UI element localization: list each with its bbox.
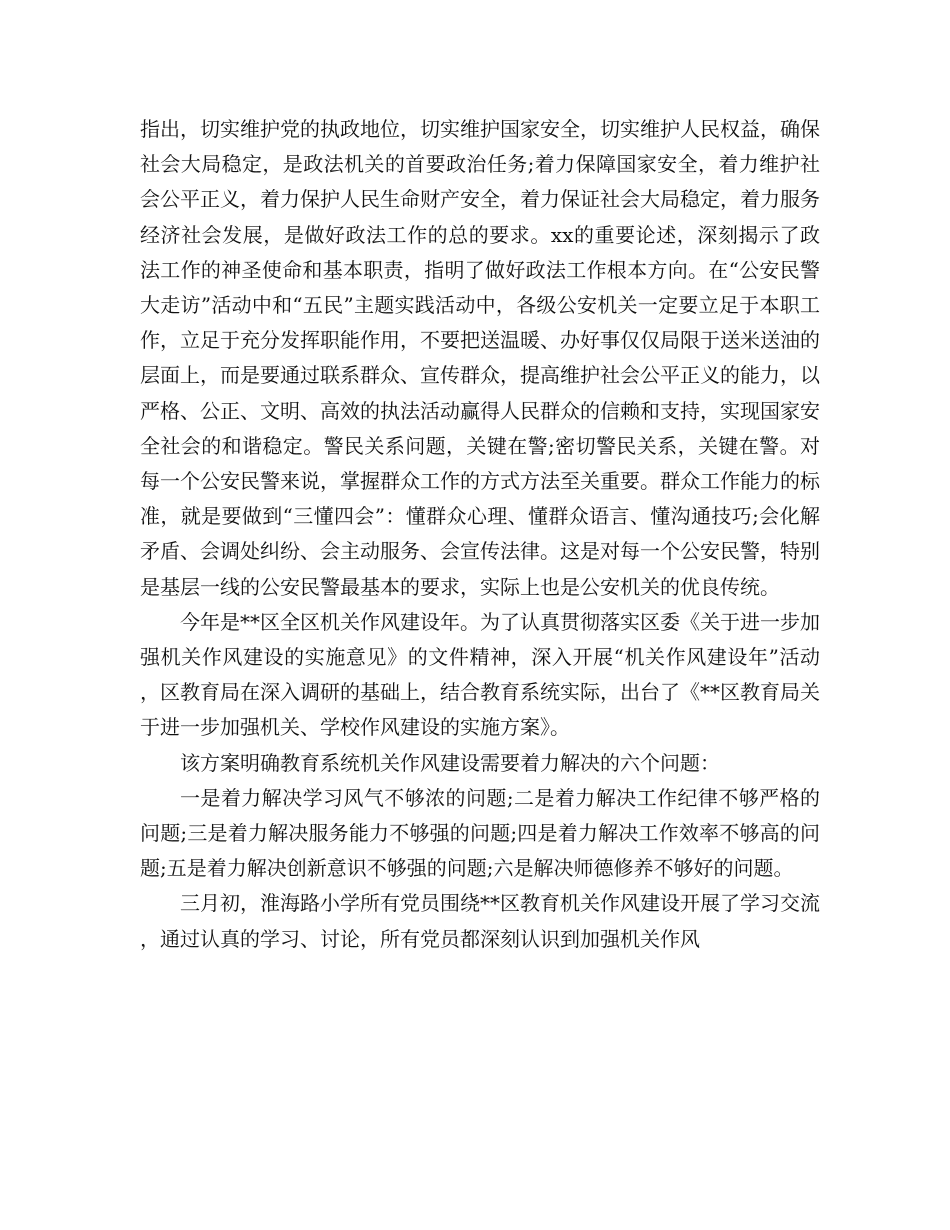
paragraph-5: 三月初，淮海路小学所有党员围绕**区教育机关作风建设开展了学习交流，通过认真的学习、讨论，所有党员都深刻认识到加强机关作风 <box>140 891 820 951</box>
paragraph-2: 今年是**区全区机关作风建设年。为了认真贯彻落实区委《关于进一步加强机关作风建设的实施意见》的文件精神，深入开展“机关作风建设年”活动，区教育局在深入调研的基础上，结合教育系统实际，出台了《**区教育局关于进一步加强机关、学校作风建设的实施方案》。 <box>140 609 820 740</box>
paragraph-4: 一是着力解决学习风气不够浓的问题;二是着力解决工作纪律不够严格的问题;三是着力解决服务能力不够强的问题;四是着力解决工作效率不够高的问题;五是着力解决创新意识不够强的问题;六是解决师德修养不够好的问题。 <box>140 785 820 881</box>
paragraph-3: 该方案明确教育系统机关作风建设需要着力解决的六个问题： <box>180 750 720 775</box>
paragraph-1: 指出，切实维护党的执政地位，切实维护国家安全，切实维护人民权益，确保社会大局稳定，是政法机关的首要政治任务;着力保障国家安全，着力维护社会公平正义，着力保护人民生命财产安全，着力保证社会大局稳定，着力服务经济社会发展，是做好政法工作的总的要求。xx的重要论述，深刻揭示了政法工作的神圣使命和基本职责，指明了做好政法工作根本方向。在“公安民警大走访”活动中和“五民”主题实践活动中，各级公安机关一定要立足于本职工作，立足于充分发挥职能作用，不要把送温暖、办好事仅仅局限于送米送油的层面上，而是要通过联系群众、宣传群众，提高维护社会公平正义的能力，以严格、公正、文明、高效的执法活动赢得人民群众的信赖和支持，实现国家安全社会的和谐稳定。警民关系问题，关键在警;密切警民关系，关键在警。对每一个公安民警来说，掌握群众工作的方式方法至关重要。群众工作能力的标准，就是要做到“三懂四会”：懂群众心理、懂群众语言、懂沟通技巧;会化解矛盾、会调处纠纷、会主动服务、会宣传法律。这是对每一个公安民警，特别是基层一线的公安民警最基本的要求，实际上也是公安机关的优良传统。 <box>140 117 820 599</box>
document-body <box>140 112 820 957</box>
